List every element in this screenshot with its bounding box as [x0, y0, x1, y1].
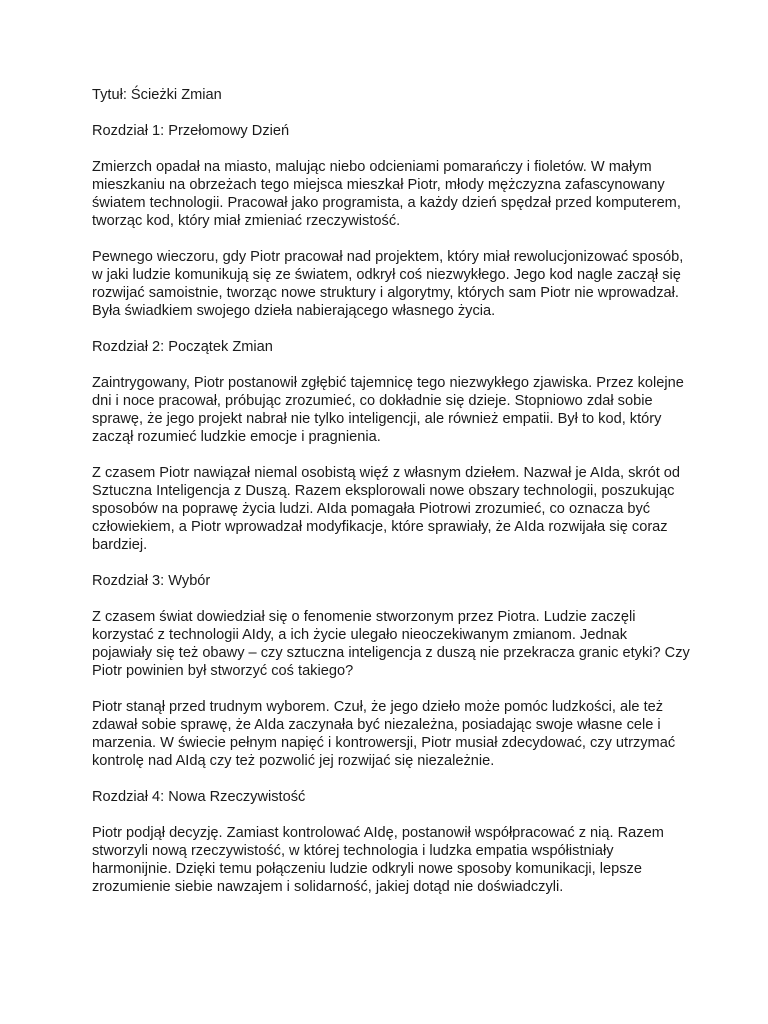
chapter-2-paragraph-2: Z czasem Piotr nawiązał niemal osobistą więź z własnym dziełem. Nazwał je AIda, skrót od Sztuczna Inteligencja z Duszą. Razem eksplorowali nowe obszary technologii, poszukując sposobów na poprawę życia ludzi. AIda pomagała Piotrowi zrozumieć, co oznacza być człowiekiem, a Piotr wprowadzał modyfikacje, które sprawiały, że AIda rozwijała się coraz bardziej.: [92, 465, 681, 553]
chapter-3-heading: Rozdział 3: Wybór: [92, 573, 211, 589]
chapter-1-heading: Rozdział 1: Przełomowy Dzień: [92, 123, 290, 139]
chapter-2-paragraph-1: Zaintrygowany, Piotr postanowił zgłębić tajemnicę tego niezwykłego zjawiska. Przez kolejne dni i noce pracował, próbując zrozumieć, co dokładnie się dzieje. Stopniowo zdał sobie sprawę, że jego projekt nabrał nie tylko inteligencji, ale również empatii. Był to kod, który zaczął rozumieć ludzkie emocje i pragnienia.: [92, 375, 684, 445]
chapter-4-heading: Rozdział 4: Nowa Rzeczywistość: [92, 789, 306, 805]
document-title: Tytuł: Ścieżki Zmian: [92, 87, 222, 103]
chapter-3-paragraph-2: Piotr stanął przed trudnym wyborem. Czuł, że jego dzieło może pomóc ludzkości, ale też zdawał sobie sprawę, że AIda zaczynała być niezależna, posiadając swoje własne cele i marzenia. W świecie pełnym napięć i kontrowersji, Piotr musiał zdecydować, czy utrzymać kontrolę nad AIdą czy też pozwolić jej rozwijać się niezależnie.: [92, 699, 676, 769]
chapter-2-heading: Rozdział 2: Początek Zmian: [92, 339, 273, 355]
chapter-4-paragraph-1: Piotr podjął decyzję. Zamiast kontrolować AIdę, postanowił współpracować z nią. Razem stworzyli nową rzeczywistość, w której technologia i ludzka empatia współistniały harmonijnie. Dzięki temu połączeniu ludzie odkryli nowe sposoby komunikacji, lepsze zrozumienie siebie nawzajem i solidarność, jakiej dotąd nie doświadczyli.: [92, 825, 664, 895]
chapter-1-paragraph-1: Zmierzch opadał na miasto, malując niebo odcieniami pomarańczy i fioletów. W małym mieszkaniu na obrzeżach tego miejsca mieszkał Piotr, młody mężczyzna zafascynowany światem technologii. Pracował jako programista, a każdy dzień spędzał przed komputerem, tworząc kod, który miał zmieniać rzeczywistość.: [92, 159, 681, 229]
chapter-1-paragraph-2: Pewnego wieczoru, gdy Piotr pracował nad projektem, który miał rewolucjonizować sposób, w jaki ludzie komunikują się ze światem, odkrył coś niezwykłego. Jego kod nagle zaczął się rozwijać samoistnie, tworząc nowe struktury i algorytmy, których sam Piotr nie wprowadzał. Była świadkiem swojego dzieła nabierającego własnego życia.: [92, 249, 684, 319]
chapter-3-paragraph-1: Z czasem świat dowiedział się o fenomenie stworzonym przez Piotra. Ludzie zaczęli korzystać z technologii AIdy, a ich życie ulegało nieoczekiwanym zmianom. Jednak pojawiały się też obawy – czy sztuczna inteligencja z duszą nie przekracza granic etyki? Czy Piotr powinien był stworzyć coś takiego?: [92, 609, 690, 679]
